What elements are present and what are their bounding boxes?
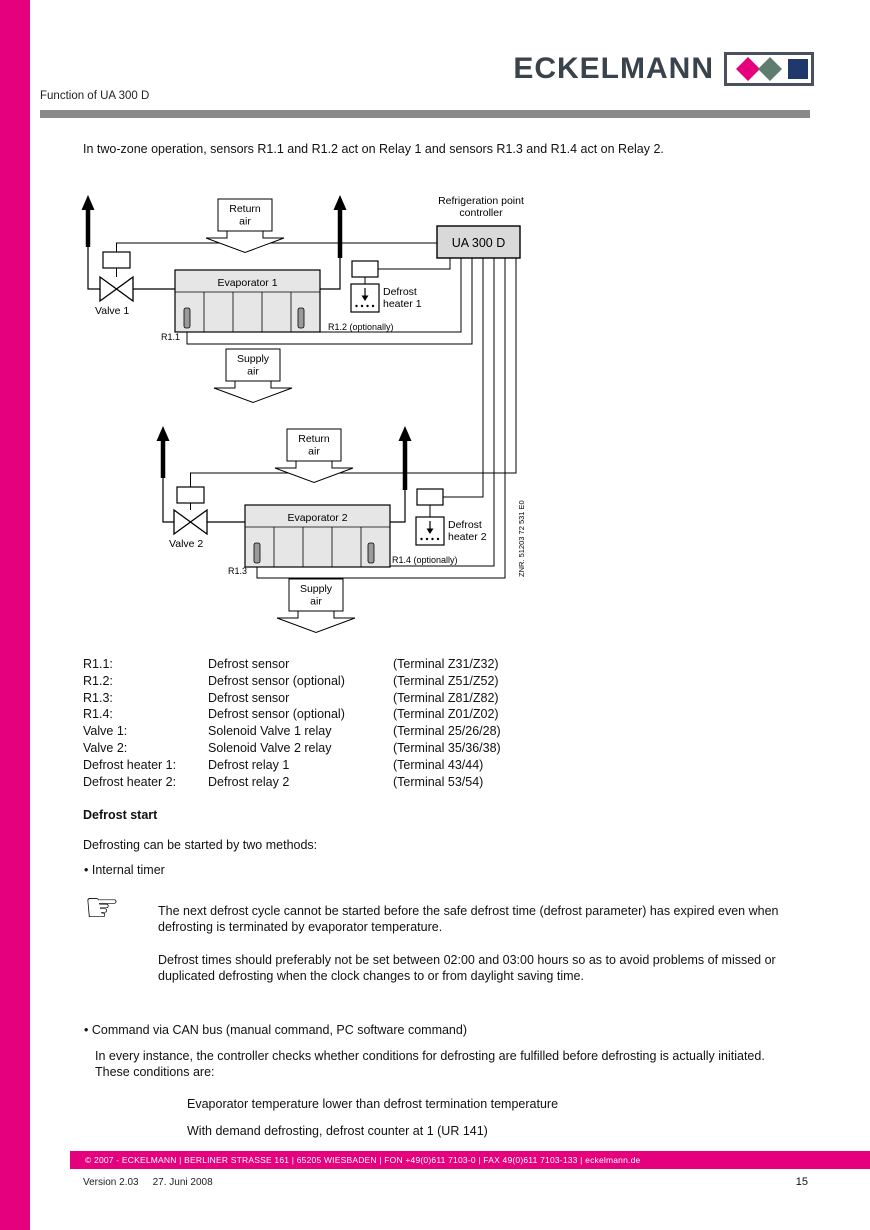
r14-label: R1.4 (optionally) (392, 555, 458, 565)
section-title: Function of UA 300 D (40, 90, 150, 102)
r13-label: R1.3 (228, 566, 248, 576)
bullet-internal-timer: • Internal timer (84, 863, 165, 877)
intro-paragraph: In two-zone operation, sensors R1.1 and R1.2 act on Relay 1 and sensors R1.3 and R1.4 act on Relay 2. (83, 142, 664, 156)
defrost-heater-2-label: Defrost (448, 519, 482, 531)
r12-label: R1.2 (optionally) (328, 322, 394, 332)
terminal-row-label: Valve 1: (83, 724, 128, 739)
brand-strip (0, 0, 30, 1230)
sensor-r12 (298, 308, 304, 328)
terminal-row-label: R1.3: (83, 690, 113, 705)
terminal-list: R1.1: Defrost sensor (Terminal Z31/Z32) R1.2: Defrost sensor (optional) (Terminal Z51/Z52) R1.3: Defrost sensor (Terminal Z81/Z82) R1.4: Defrost sensor (optional) (Terminal Z01/Z02) Valve 1: Solenoid Valve 1 relay (Terminal 25/26/28) Valve 2: Solenoid Valve 2 relay (Terminal 35/36/38) Defrost heater 1: Defrost relay 1 (Terminal 43/44) Defrost heater 2: Defrost relay 2 (Terminal 53/54) (83, 657, 501, 789)
terminal-row-label: Valve 2: (83, 740, 128, 755)
svg-text:air: air (239, 215, 251, 228)
two-zone-diagram (70, 188, 552, 640)
footer-bar (70, 1151, 870, 1169)
controller-caption: Refrigeration point (438, 195, 524, 207)
evaporator-2 (245, 505, 390, 567)
condition-2: With demand defrosting, defrost counter at 1 (UR 141) (187, 1124, 488, 1138)
terminal-row-label: Defrost heater 2: (83, 774, 177, 789)
return-air-2 (275, 429, 353, 483)
valve-2 (169, 487, 207, 550)
controller-unit-label: UA 300 D (451, 236, 506, 250)
r11-label: R1.1 (161, 332, 181, 342)
drawing-number: ZNR. 51203 72 531 E0 (517, 500, 526, 577)
valve-1 (95, 252, 133, 317)
terminal-row-label: R1.1: (83, 657, 113, 671)
condition-1: Evaporator temperature lower than defrost termination temperature (187, 1097, 559, 1111)
note-paragraph-2: Defrost times should preferably not be set between 02:00 and 03:00 hours so as to avoid problems of missed or duplicated defrosting when the clock changes to or from daylight saving time. (158, 953, 776, 983)
svg-text:air: air (310, 595, 322, 608)
sensor-r14 (368, 543, 374, 563)
page-number: 15 (795, 1176, 808, 1188)
note-block (158, 903, 816, 984)
valve-2-label: Valve 2 (169, 538, 204, 550)
defrost-heater-1-label: Defrost (383, 286, 417, 298)
refrigeration-point-controller (437, 195, 524, 258)
logo-mark-icon (724, 52, 814, 86)
svg-text:heater 1: heater 1 (383, 298, 422, 310)
evaporator-1-label: Evaporator 1 (217, 277, 278, 289)
sensor-r11 (184, 308, 190, 328)
supply-air-2-label: Supply (299, 583, 333, 595)
evaporator-2-label: Evaporator 2 (287, 512, 348, 524)
terminal-row-label: R1.4: (83, 707, 113, 722)
supply-air-1 (214, 349, 292, 403)
supply-air-2 (277, 579, 355, 633)
svg-text:heater 2: heater 2 (448, 531, 487, 543)
return-air-2-label: Return (298, 433, 330, 445)
title-rule (40, 110, 810, 118)
eckelmann-logo (513, 52, 814, 86)
note-paragraph-1: The next defrost cycle cannot be started before the safe defrost time (defrost parameter) has expired even when defrosting is terminated by evaporator temperature. (158, 904, 779, 934)
version-line: Version 2.03 27. Juni 2008 (83, 1177, 213, 1188)
svg-text:air: air (308, 445, 320, 458)
can-conditions-paragraph: In every instance, the controller checks whether conditions for defrosting are fulfilled before defrosting is actually initiated. These conditions are: (95, 1049, 765, 1079)
pointing-hand-icon: ☞ (84, 885, 120, 931)
logo-wordmark: ECKELMANN (513, 52, 714, 85)
defrost-intro: Defrosting can be started by two methods: (83, 838, 318, 852)
defrost-start-heading: Defrost start (83, 808, 158, 822)
supply-air-1-label: Supply (236, 353, 270, 365)
terminal-row-label: R1.2: (83, 673, 113, 688)
valve-1-label: Valve 1 (95, 305, 130, 317)
return-air-1-label: Return (229, 203, 261, 215)
bullet-can-bus: • Command via CAN bus (manual command, PC software command) (84, 1023, 467, 1037)
terminal-row-label: Defrost heater 1: (83, 757, 177, 772)
evaporator-1 (175, 270, 320, 332)
svg-text:air: air (247, 365, 259, 378)
svg-text:controller: controller (459, 207, 503, 219)
footer-copyright: © 2007 - ECKELMANN | BERLINER STRASSE 161 | 65205 WIESBADEN | FON +49(0)611 7103-0 | FAX 49(0)611 7103-133 | eckelmann.de (85, 1155, 641, 1165)
return-air-1 (206, 199, 284, 253)
sensor-r13 (254, 543, 260, 563)
